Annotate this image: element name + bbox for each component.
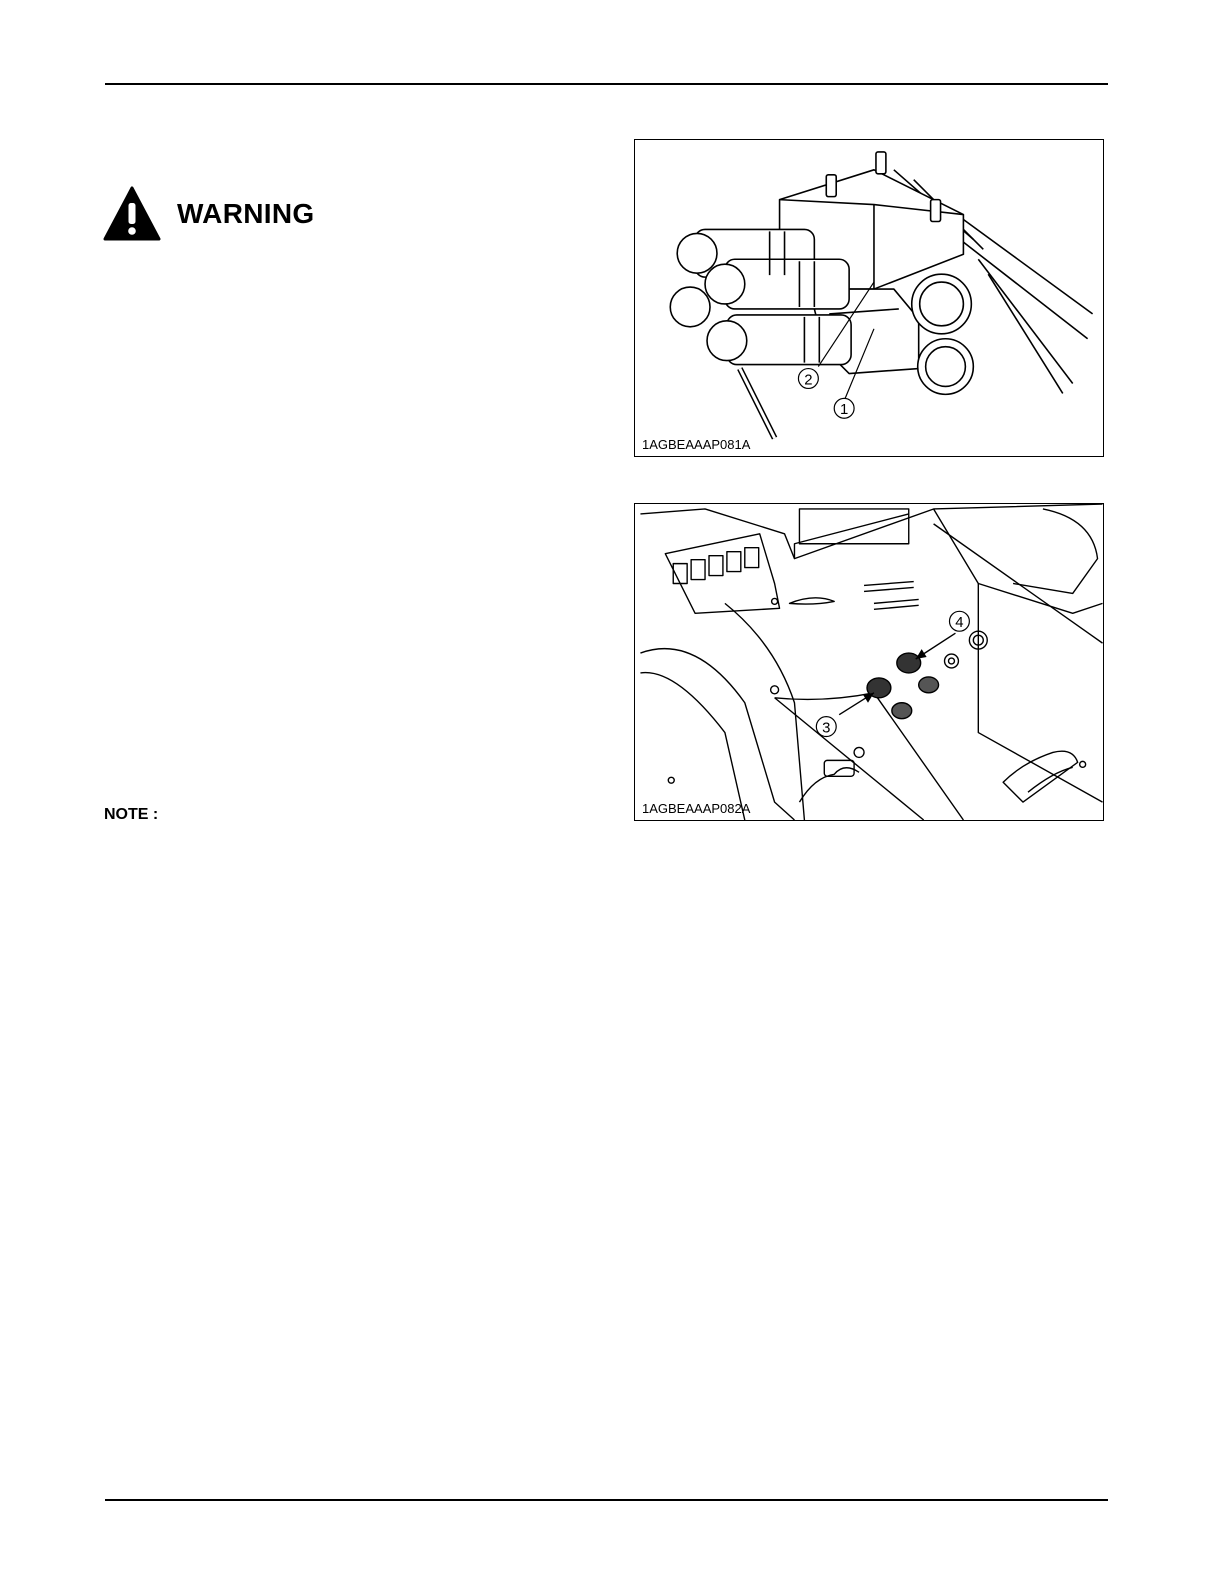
callout-3-label: 3 [822,720,831,737]
callout-2 [798,369,818,389]
callout-4-label: 4 [955,615,964,632]
cab-floor-illustration [635,504,1103,820]
control-valve-illustration [635,140,1103,456]
callout-2-label: 2 [804,372,813,389]
callout-1-label: 1 [840,402,849,419]
note-label: NOTE : [104,806,159,823]
footer-rule [105,1499,1108,1501]
callout-1 [834,398,854,418]
figure-code: 1AGBEAAAP081A [642,437,751,452]
header-rule [105,83,1108,85]
warning-label: WARNING [177,198,315,229]
callout-4 [949,611,969,631]
figure-control-valve [634,139,1104,457]
figure-cab-floor [634,503,1104,821]
warning-triangle-icon [103,186,161,242]
figure-code: 1AGBEAAAP082A [642,801,751,816]
callout-3 [816,717,836,737]
warning-heading [103,186,314,242]
